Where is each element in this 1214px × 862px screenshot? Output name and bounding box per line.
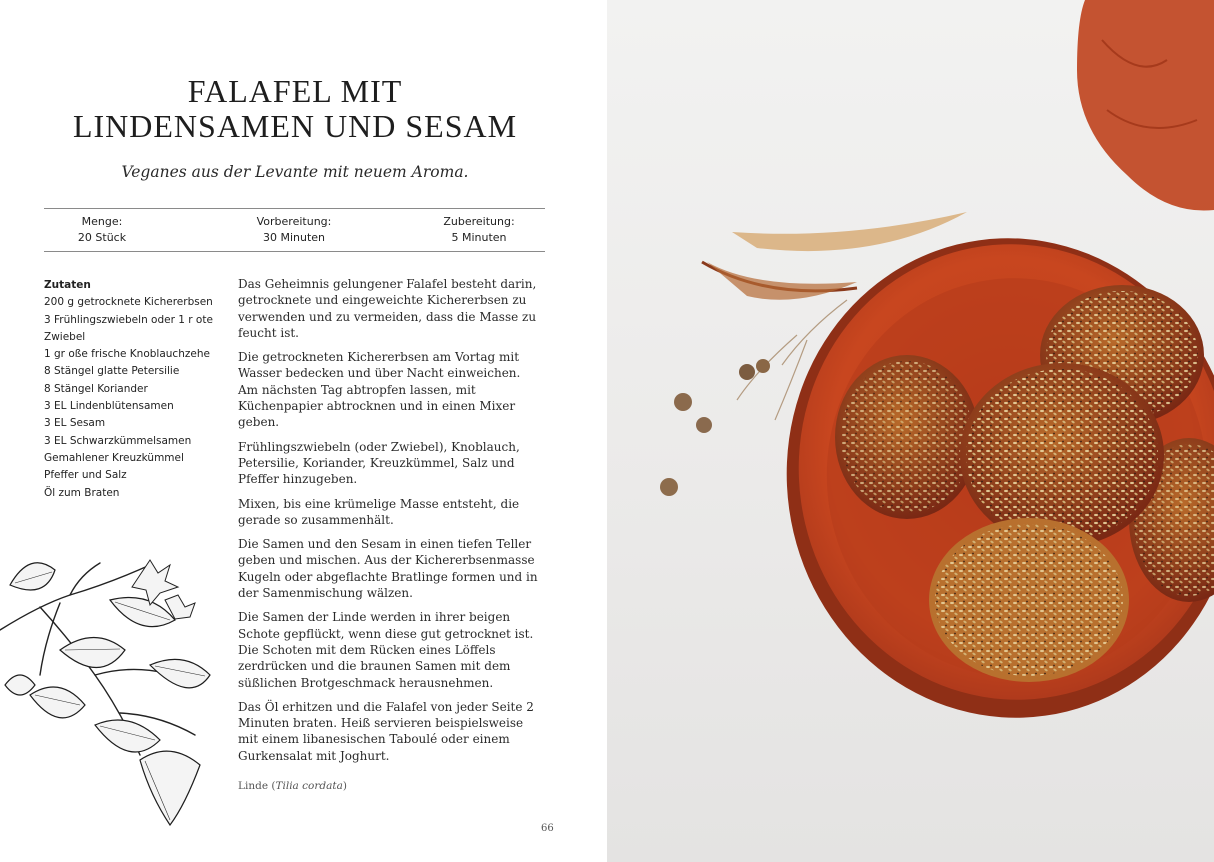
recipe-title-line-1: FALAFEL MIT: [187, 73, 403, 109]
method-paragraph: Die Samen und den Sesam in einen tiefen Teller geben und mischen. Aus der Kichererbsenmasse Kugeln oder abgeflachte Bratlinge formen und in der Samenmischung wälzen.: [238, 537, 538, 601]
method-paragraph: Mixen, bis eine krümelige Masse entsteht, die gerade so zusammenhält.: [238, 496, 520, 527]
ingredient-item: Öl zum Braten: [44, 486, 120, 499]
ingredients-heading: Zutaten: [44, 279, 91, 291]
ingredient-item: Zwiebel: [44, 330, 86, 343]
meta-servings-value: 20 Stück: [77, 231, 127, 244]
recipe-title-line-2: LINDENSAMEN UND SESAM: [72, 108, 518, 144]
ingredient-item: 3 EL Sesam: [44, 417, 106, 430]
falafel-photo: [607, 0, 1214, 862]
method-paragraph: Die getrockneten Kichererbsen am Vortag mit Wasser bedecken und über Nacht einweichen. Am nächsten Tag abtropfen lassen, mit Küchenpapier abtrocknen und in einen Mixer geben.: [238, 350, 521, 430]
method-paragraph: Die Samen der Linde werden in ihrer beigen Schote gepflückt, wenn diese gut getrocknet ist. Die Schoten mit dem Rücken eines Löffels zerdrücken und die braunen Samen mit dem süßlichen Brotgeschmack herausnehmen.: [238, 610, 534, 690]
meta-cook-time: [434, 214, 524, 246]
method-paragraph: Das Geheimnis gelungener Falafel besteht darin, getrocknete und eingeweichte Kichererbsen zu verwenden und zu vermeiden, dass die Masse zu feucht ist.: [238, 277, 537, 340]
ingredient-item: 8 Stängel Koriander: [44, 382, 148, 395]
recipe-photo-page: [607, 0, 1214, 862]
caption-prefix: Linde (: [238, 780, 276, 792]
caption-latin-name: Tilia cordata: [275, 780, 343, 792]
ingredients-items: [44, 294, 219, 502]
ingredient-item: 1 gr oße frische Knoblauchzehe: [44, 348, 210, 361]
meta-cook-label: Zubereitung:: [443, 215, 515, 228]
method-paragraph: Das Öl erhitzen und die Falafel von jeder Seite 2 Minuten braten. Heiß servieren beispielsweise mit einem libanesischen Taboulé oder einem Gurkensalat mit Joghurt.: [238, 699, 534, 763]
illustration-caption: [238, 780, 347, 792]
page-number: 66: [541, 823, 554, 834]
recipe-subtitle: Veganes aus der Levante mit neuem Aroma.: [121, 163, 469, 181]
ingredient-item: 3 EL Lindenblütensamen: [44, 400, 174, 413]
recipe-meta-bar: [44, 208, 545, 252]
meta-servings: [62, 214, 142, 246]
ingredient-item: 8 Stängel glatte Petersilie: [44, 365, 180, 378]
meta-servings-label: Menge:: [81, 215, 123, 228]
ingredient-item: 3 EL Schwarzkümmelsamen: [44, 434, 192, 447]
ingredients-list: [44, 277, 219, 502]
recipe-title: [40, 74, 550, 144]
caption-suffix: ): [342, 780, 347, 792]
method-text: [238, 276, 538, 772]
ingredient-item: 200 g getrocknete Kichererbsen: [44, 296, 213, 309]
meta-prep-label: Vorbereitung:: [256, 215, 332, 228]
ingredient-item: 3 Frühlingszwiebeln oder 1 r ote: [44, 313, 213, 326]
method-paragraph: Frühlingszwiebeln (oder Zwiebel), Knoblauch, Petersilie, Koriander, Kreuzkümmel, Salz und Pfeffer hinzugeben.: [238, 439, 520, 487]
meta-cook-value: 5 Minuten: [451, 231, 507, 244]
meta-prep-time: [249, 214, 339, 246]
meta-prep-value: 30 Minuten: [262, 231, 326, 244]
ingredient-item: Gemahlener Kreuzkümmel: [44, 451, 184, 464]
ingredient-item: Pfeffer und Salz: [44, 469, 127, 482]
linden-branch-illustration: [0, 545, 220, 835]
